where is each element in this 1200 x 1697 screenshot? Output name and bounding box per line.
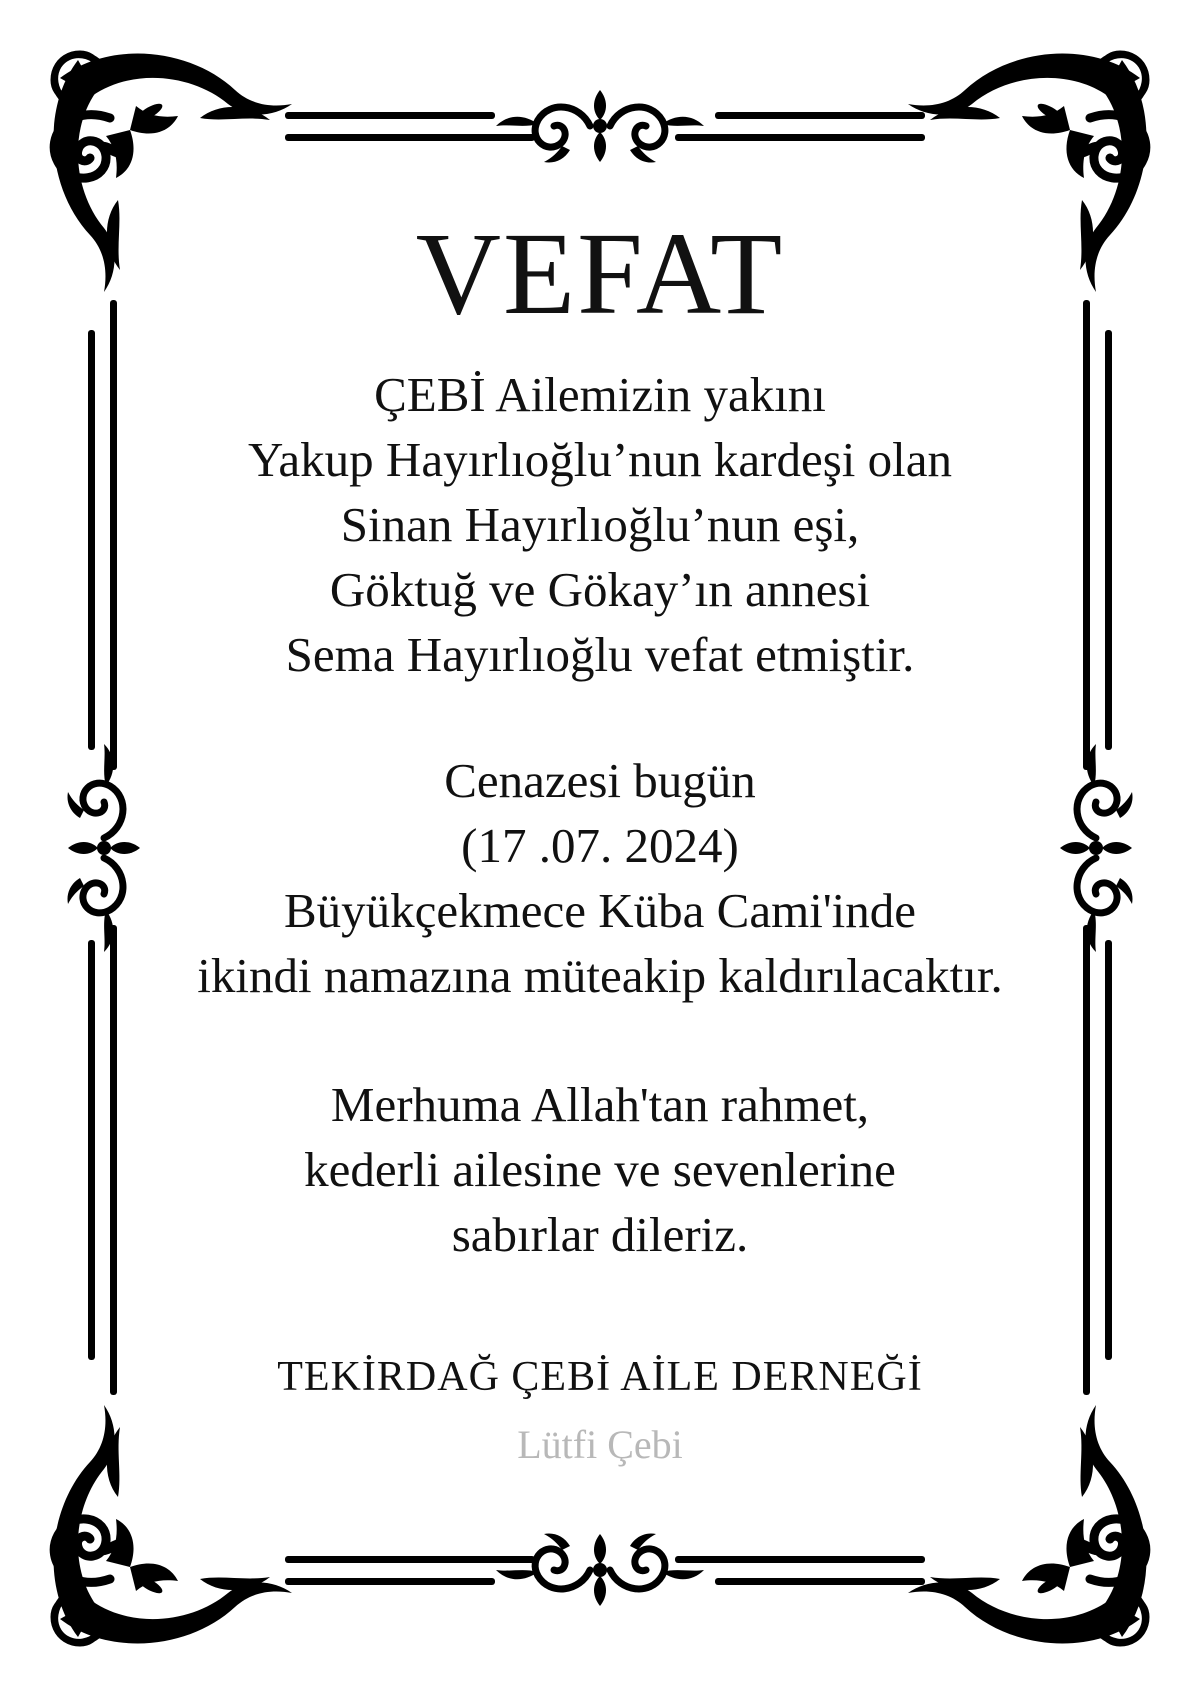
announcement-line: Yakup Hayırlıoğlu’nun kardeşi olan	[247, 432, 953, 487]
signature-text: Lütfi Çebi	[517, 1422, 683, 1467]
center-scroll-icon	[496, 1534, 704, 1607]
funeral-info	[120, 748, 1080, 1008]
funeral-line: Cenazesi bugün	[444, 753, 756, 808]
funeral-line: Büyükçekmece Küba Cami'inde	[283, 883, 917, 938]
funeral-date: (17 .07. 2024)	[461, 818, 739, 873]
funeral-line: ikindi namazına müteakip kaldırılacaktır.	[197, 948, 1003, 1003]
condolence-text	[120, 1072, 1080, 1267]
condolence-line: sabırlar dileriz.	[451, 1207, 749, 1262]
condolence-line: Merhuma Allah'tan rahmet,	[330, 1077, 870, 1132]
announcement-line: ÇEBİ Ailemizin yakını	[374, 367, 826, 422]
announcement-line: Sema Hayırlıoğlu vefat etmiştir.	[285, 627, 915, 682]
condolence-line: kederli ailesine ve sevenlerine	[304, 1142, 896, 1197]
organization-name: TEKİRDAĞ ÇEBİ AİLE DERNEĞİ	[277, 1354, 923, 1400]
center-scroll-icon	[496, 90, 704, 163]
notice-title: VEFAT	[415, 208, 785, 339]
announcement-line: Sinan Hayırlıoğlu’nun eşi,	[340, 497, 860, 552]
announcement-text	[120, 362, 1080, 687]
announcement-line: Göktuğ ve Gökay’ın annesi	[329, 562, 871, 617]
